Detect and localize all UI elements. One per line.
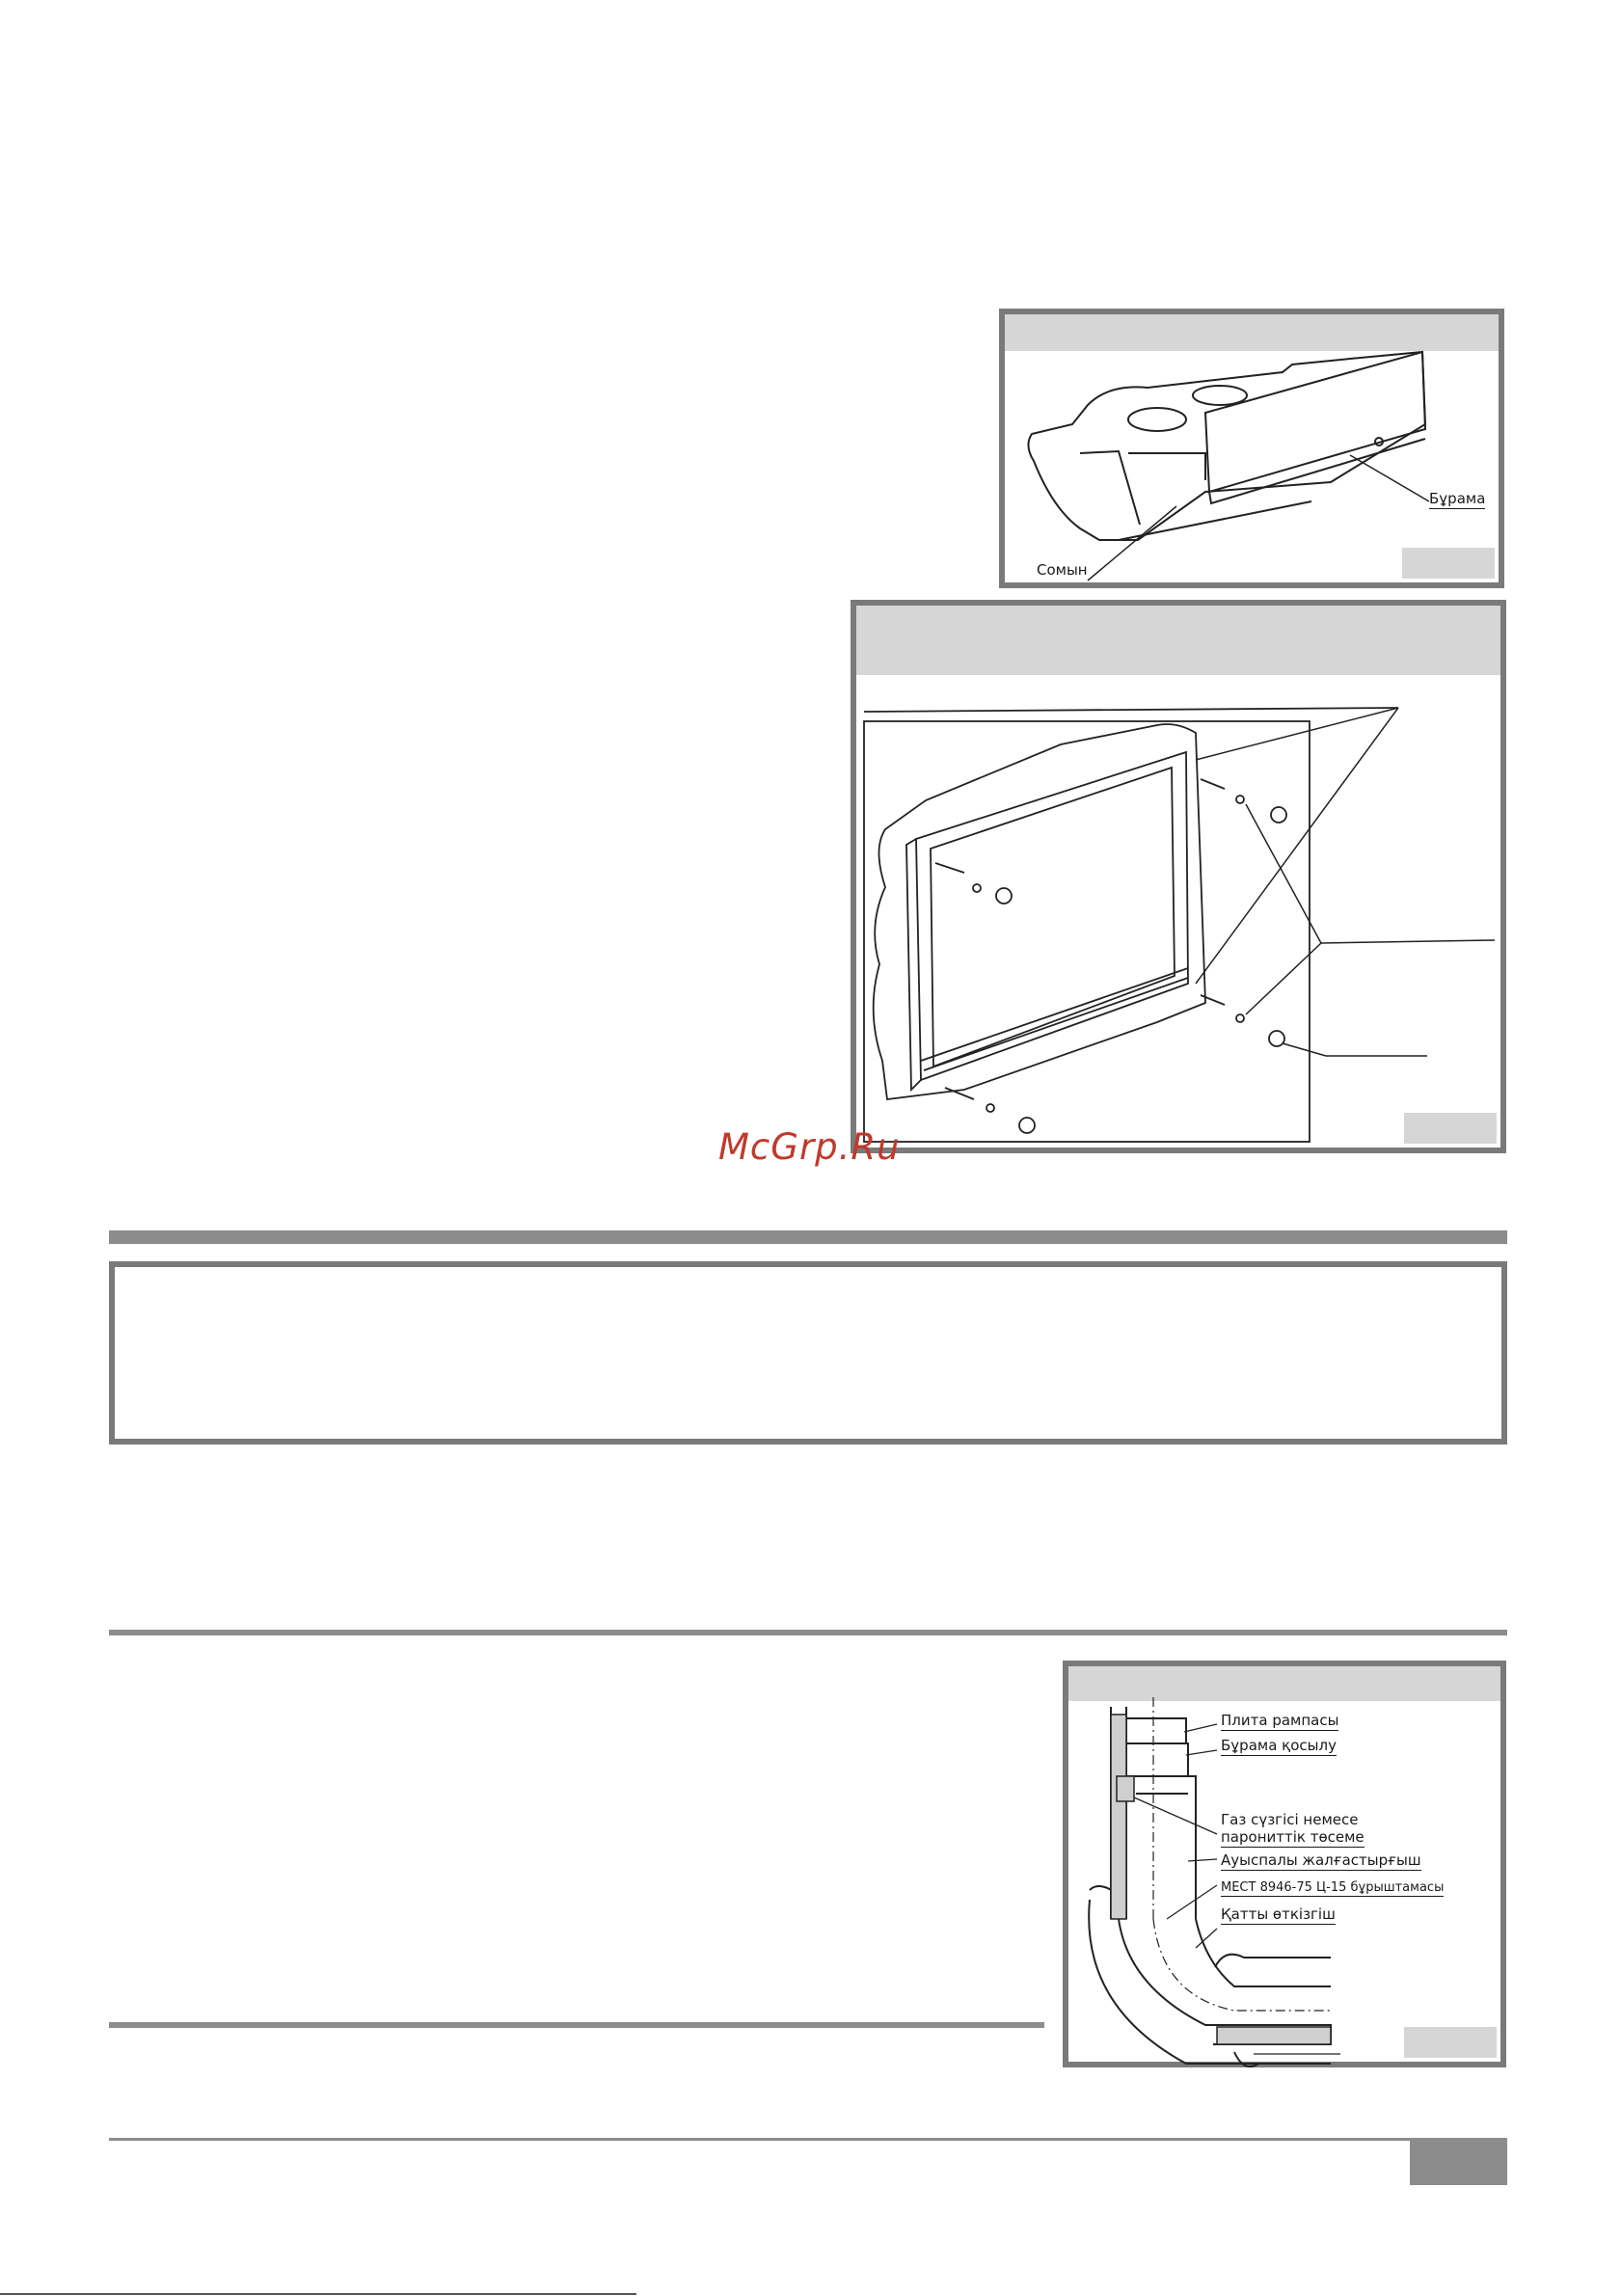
page-number-tab: [1410, 2139, 1507, 2185]
section-rule-middle: [109, 1630, 1507, 1635]
figure-3-header: [1068, 1666, 1500, 1701]
section-rule-top: [109, 1230, 1507, 1244]
note-box: [109, 1261, 1507, 1445]
figure-2-number-tag: [1404, 1113, 1497, 1144]
rigid-pipe-label: Қатты өткізгіш: [1221, 1905, 1336, 1923]
screw-label: Бұрама: [1429, 490, 1486, 507]
ramp-label: Плита рампасы: [1221, 1712, 1339, 1729]
adapter-label: Ауыспалы жалғастырғыш: [1221, 1851, 1421, 1869]
standard-label: МЕСТ 8946-75 Ц-15 бұрыштамасы: [1221, 1880, 1445, 1895]
screw-connection-label: Бұрама қосылу: [1221, 1737, 1337, 1754]
watermark: McGrp.Ru: [718, 1126, 901, 1168]
bottom-edge-line: [0, 2293, 636, 2295]
figure-3-number-tag: [1404, 2027, 1497, 2058]
figure-1-header: [1005, 314, 1499, 351]
figure-1-frame: [999, 309, 1504, 588]
rod-label: Сомын: [1037, 561, 1088, 579]
gasket-label-line-2: парониттік төсеме: [1221, 1828, 1364, 1846]
figure-2-header: [856, 606, 1500, 675]
gasket-label-line-1: Газ сүзгісі немесе: [1221, 1811, 1359, 1828]
figure-1-number-tag: [1402, 548, 1495, 579]
figure-2-frame: [851, 600, 1506, 1153]
footer-rule: [109, 2138, 1507, 2141]
section-rule-lower: [109, 2022, 1044, 2028]
